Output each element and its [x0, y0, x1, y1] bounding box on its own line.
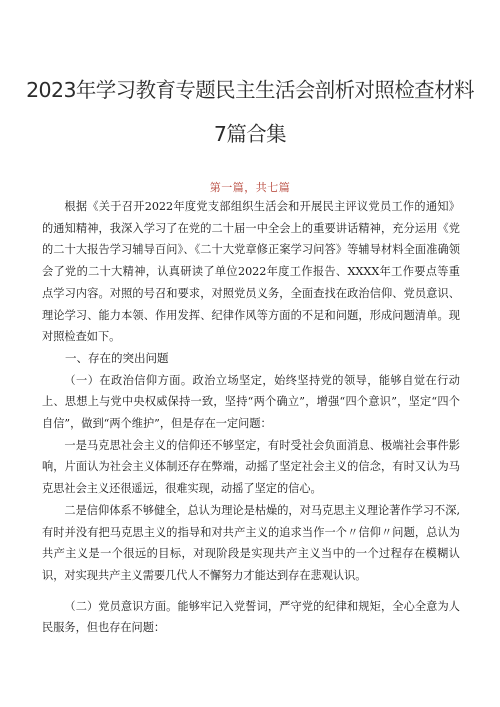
document-title-line-1: 2023年学习教育专题民主生活会剖析对照检查材料	[26, 78, 474, 102]
intro-paragraph: 根据《关于召开2022年度党支部组织生活会和开展民主评议党员工作的通知》的通知精神，我深入学习了在党的二十届一中全会上的重要讲话精神，充分运用《党的二十大报告学习辅导百问》、《二十大党章修正案学习问答》等辅导材料全面准确领会了党的二十大精神，认真研读了单位2022年度工作报告、XXXX年工作要点等重点学习内容。对照的号召和要求，对照党员义务，全面查找在政治信仰、党员意识、理论学习、能力本领、作用发挥、纪律作风等方面的不足和问题，形成问题清单。现对照检查如下。	[42, 200, 460, 344]
section-heading: 一、存在的突出问题	[65, 350, 169, 365]
paragraph-party-awareness: （二）党员意识方面。能够牢记入党誓词，严守党的纪律和规矩，全心全意为人民服务，但也存在问题：	[42, 599, 460, 635]
paragraph-political-belief: （一）在政治信仰方面。政治立场坚定，始终坚持党的领导，能够自觉在行动上、思想上与党中央权威保持一致，坚持“两个确立”，增强“四个意识”，坚定“四个自信”，做到“两个维护”，但是存在一定问题：	[42, 373, 460, 431]
paragraph-point-one: 一是马克思社会主义的信仰还不够坚定，有时受社会负面消息、极端社会事件影响，片面认为社会主义体制还存在弊端，动摇了坚定社会主义的信念，有时又认为马克思社会主义还很遥远，很难实现，动摇了坚定的信心。	[42, 438, 460, 496]
document-title-line-2: 7篇合集	[213, 122, 287, 146]
paragraph-point-two: 二是信仰体系不够健全，总认为理论是枯燥的，对马克思主义理论著作学习不深,有时并没有把马克思主义的指导和对共产主义的追求当作一个〃信仰〃问题，总认为共产主义是一个很远的目标，对现阶段是实现共产主义当中的一个过程存在模糊认识，对实现共产主义需要几代人不懈努力才能达到存在悲观认识。	[42, 503, 460, 582]
section-subtitle: 第一篇，共七篇	[209, 181, 291, 194]
document-body	[42, 196, 460, 639]
